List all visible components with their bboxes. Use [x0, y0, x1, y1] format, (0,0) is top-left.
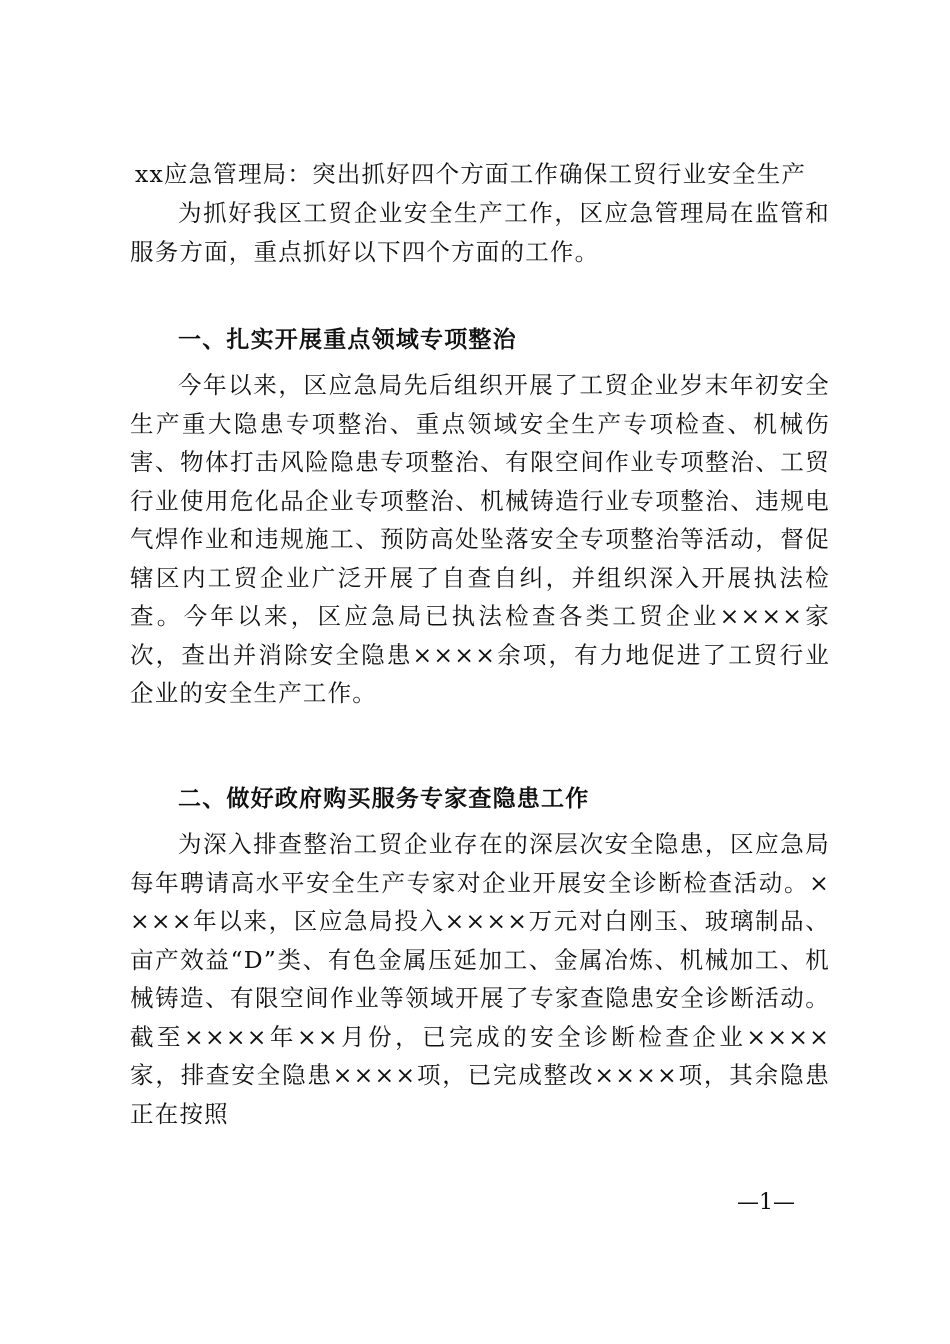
intro-paragraph: 为抓好我区工贸企业安全生产工作，区应急管理局在监管和服务方面，重点抓好以下四个方面的工作。 [130, 199, 830, 266]
section-2-heading: 二、做好政府购买服务专家查隐患工作 [178, 786, 590, 812]
page-number: —1— [737, 1190, 795, 1215]
document-title: xx应急管理局：突出抓好四个方面工作确保工贸行业安全生产 [135, 160, 807, 188]
section-1-paragraph: 今年以来，区应急局先后组织开展了工贸企业岁末年初安全生产重大隐患专项整治、重点领域安全生产专项检查、机械伤害、物体打击风险隐患专项整治、有限空间作业专项整治、工贸行业使用危化品企业专项整治、机械铸造行业专项整治、违规电气焊作业和违规施工、预防高处坠落安全专项整治等活动，督促辖区内工贸企业广泛开展了自查自纠，并组织深入开展执法检查。今年以来，区应急局已执法检查各类工贸企业××××家次，查出并消除安全隐患××××余项，有力地促进了工贸行业企业的安全生产工作。 [130, 371, 830, 707]
section-1-heading: 一、扎实开展重点领域专项整治 [178, 327, 517, 353]
section-2-paragraph: 为深入排查整治工贸企业存在的深层次安全隐患，区应急局每年聘请高水平安全生产专家对企业开展安全诊断检查活动。××××年以来，区应急局投入××××万元对白刚玉、玻璃制品、亩产效益“D”类、有色金属压延加工、金属冶炼、机械加工、机械铸造、有限空间作业等领域开展了专家查隐患安全诊断活动。截至××××年××月份，已完成的安全诊断检查企业××××家，排查安全隐患××××项，已完成整改××××项，其余隐患正在按照 [130, 830, 830, 1128]
